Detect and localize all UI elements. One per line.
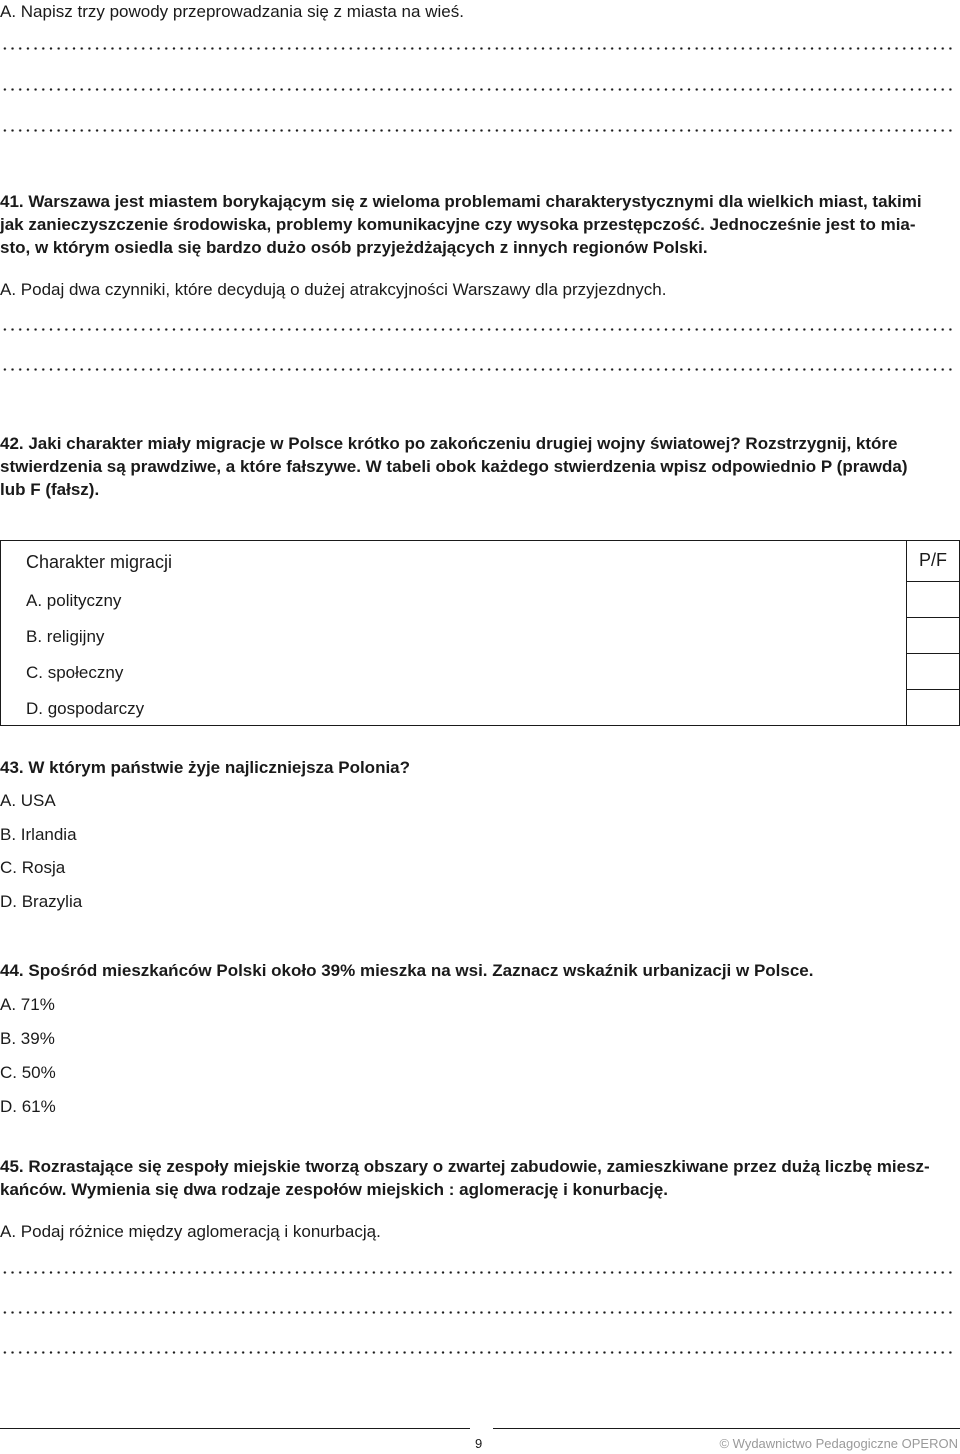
table-row-label: B. religijny xyxy=(1,617,907,653)
q43-question: 43. W którym państwie żyje najliczniejsza Polonia? xyxy=(0,758,411,777)
q44-question: 44. Spośród mieszkańców Polski około 39% mieszka na wsi. Zaznacz wskaźnik urbanizacji w Polsce. xyxy=(0,961,814,980)
q42-line: lub F (fałsz). xyxy=(0,480,100,499)
answer-line[interactable] xyxy=(0,368,954,371)
q42-line: stwierdzenia są prawdziwe, a które fałszywe. W tabeli obok każdego stwierdzenia wpisz odpowiednio P (prawda) xyxy=(0,457,908,476)
q41-line: 41. Warszawa jest miastem borykającym się z wieloma problemami charakterystycznymi dla wielkich miast, takimi xyxy=(0,192,922,211)
q43-option[interactable]: A. USA xyxy=(0,791,56,810)
footer-rule-right xyxy=(493,1428,960,1429)
pf-answer-cell[interactable] xyxy=(907,581,960,617)
pf-answer-cell[interactable] xyxy=(907,653,960,689)
q43-option[interactable]: D. Brazylia xyxy=(0,892,83,911)
q45-text xyxy=(0,1155,960,1201)
copyright: © Wydawnictwo Pedagogiczne OPERON xyxy=(719,1436,958,1451)
page-footer xyxy=(0,1428,960,1454)
q42-text xyxy=(0,432,960,501)
answer-line[interactable] xyxy=(0,328,954,331)
answer-line[interactable] xyxy=(0,1351,954,1354)
page-number: 9 xyxy=(475,1436,483,1451)
migration-table xyxy=(0,540,960,726)
q45-part-a: A. Podaj różnice między aglomeracją i konurbacją. xyxy=(0,1222,381,1241)
q44-option[interactable]: D. 61% xyxy=(0,1097,56,1116)
answer-line[interactable] xyxy=(0,1271,954,1274)
table-row xyxy=(1,581,960,617)
table-row xyxy=(1,653,960,689)
answer-line[interactable] xyxy=(0,129,954,132)
q44-option[interactable]: B. 39% xyxy=(0,1029,55,1048)
q43-option[interactable]: B. Irlandia xyxy=(0,825,77,844)
table-row xyxy=(1,689,960,726)
q41-part-a: A. Podaj dwa czynniki, które decydują o dużej atrakcyjności Warszawy dla przyjezdnych. xyxy=(0,280,667,299)
table-row xyxy=(1,617,960,653)
answer-line[interactable] xyxy=(0,1311,954,1314)
table-row-label: A. polityczny xyxy=(1,581,907,617)
q42-line: 42. Jaki charakter miały migracje w Polsce krótko po zakończeniu drugiej wojny światowej? Rozstrzygnij, które xyxy=(0,434,898,453)
q41-line: jak zanieczyszczenie środowiska, problemy komunikacyjne czy wysoka przestępczość. Jednocześnie jest to mia- xyxy=(0,215,916,234)
q40-part-a: A. Napisz trzy powody przeprowadzania się z miasta na wieś. xyxy=(0,2,464,21)
q44-option[interactable]: A. 71% xyxy=(0,995,55,1014)
table-header-row xyxy=(1,541,960,582)
q43-option[interactable]: C. Rosja xyxy=(0,858,66,877)
answer-line[interactable] xyxy=(0,88,954,91)
table-header-label: Charakter migracji xyxy=(1,541,907,582)
footer-rule-left xyxy=(0,1428,470,1429)
table-header-pf: P/F xyxy=(907,541,960,582)
q41-text xyxy=(0,190,960,259)
table-row-label: D. gospodarczy xyxy=(1,689,907,726)
q45-line: kańców. Wymienia się dwa rodzaje zespołów miejskich : aglomerację i konurbację. xyxy=(0,1180,668,1199)
answer-line[interactable] xyxy=(0,47,954,50)
table-row-label: C. społeczny xyxy=(1,653,907,689)
q45-line: 45. Rozrastające się zespoły miejskie tworzą obszary o zwartej zabudowie, zamieszkiwane przez dużą liczbę miesz- xyxy=(0,1157,930,1176)
pf-answer-cell[interactable] xyxy=(907,689,960,726)
q41-line: sto, w którym osiedla się bardzo dużo osób przyjeżdżających z innych regionów Polski. xyxy=(0,238,708,257)
q44-option[interactable]: C. 50% xyxy=(0,1063,56,1082)
pf-answer-cell[interactable] xyxy=(907,617,960,653)
